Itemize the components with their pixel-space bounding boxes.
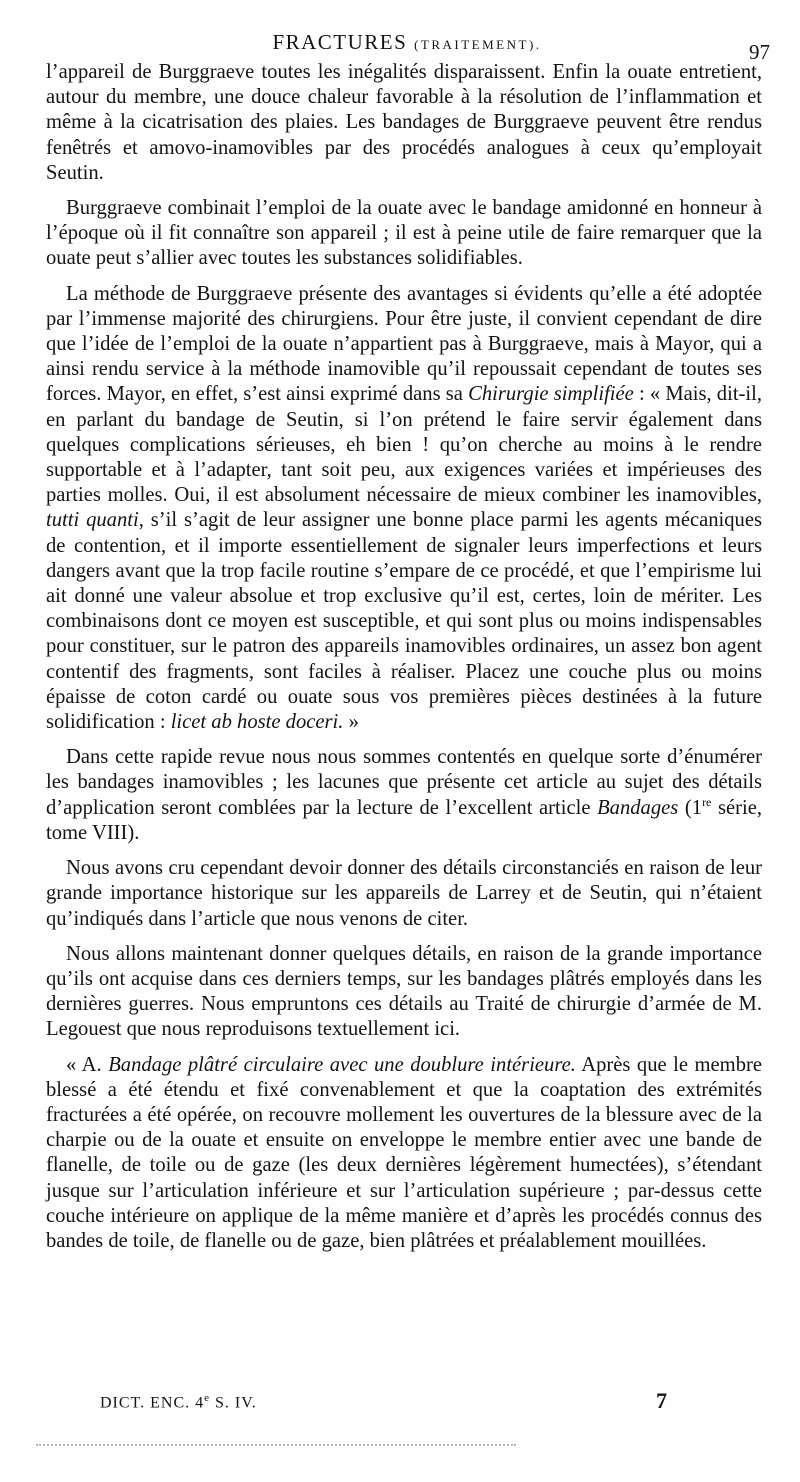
text-run: : « Mais, dit-il, en parlant du bandage de Seutin, si l’on prétend le faire servir également dans quelques complications sérieuses, eh bien ! qu’on cherche au moins à le rendre supportable et à l’adapter, tant soit peu, aux exigences variées et impérieuses des parties molles. Oui, il est absolument nécessaire de mieux combiner les inamovibles, xyxy=(46,383,762,507)
signature-suffix: S. IV. xyxy=(210,1394,257,1412)
running-title-main: FRACTURES xyxy=(272,30,408,54)
dotted-rule xyxy=(36,1444,516,1446)
italic-text: Bandages xyxy=(597,796,679,819)
text-run: , s’il s’agit de leur assigner une bonne place parmi les agents mécaniques de contention, et il importe essentiellement de signaler leurs imperfections et leurs dangers avant que la trop facile routine s’empare de ce procédé, et que l’empirisme lui ait donné une valeur absolue et trop exclusive qu’il est, certes, loin de mériter. Les combinaisons dont ce moyen est susceptible, et qui sont plus ou moins indispensables pour constituer, sur le patron des appareils inamovibles ordinaires, un assez bon agent contentif des fragments, sont faciles à réaliser. Placez une couche plus ou moins épaisse de coton cardé ou ouate sous vos premières pièces destinées à la future solidification : xyxy=(46,509,763,734)
text-run: Dans cette rapide revue nous nous sommes contentés en quelque sorte d’énumérer les bandages inamovibles ; les lacunes que présente cet article au sujet des détails d’application seront comblées par la lecture de l’excellent article xyxy=(46,746,762,819)
paragraph xyxy=(46,196,762,272)
text-run: Après que le membre blessé a été étendu et fixé convenablement et que la coaptation des extrémités fracturées a été opérée, on recouvre mollement les ouvertures de la blessure avec de la charpie ou de la ouate et ensuite on enveloppe le membre entier avec une bande de flanelle, de toile ou de gaze (les deux dernières légèrement humectées), s’étendant jusque sur l’articulation inférieure et sur l’articulation supérieure ; par-dessus cette couche intérieure on applique de la même manière et d’après les procédés connus des bandes de toile, de flanelle ou de gaze, bien plâtrées et préalablement mouillées. xyxy=(46,1053,762,1252)
text-run: La méthode de Burggraeve présente des avantages si évidents qu’elle a été adoptée par l’immense majorité des chirurgiens. Pour être juste, il convient cependant de dire que l’idée de l’emploi de la ouate n’appartient pas à Burggraeve, mais à Mayor, qui a ainsi rendu service à la méthode inamovible qu’il repoussait cependant de toutes ses forces. Mayor, en effet, s’est ainsi exprimé dans sa xyxy=(46,282,762,406)
text-run: (1 xyxy=(678,796,703,819)
superscript-text: re xyxy=(702,794,712,809)
running-title xyxy=(42,30,772,55)
text-run: série, tome VIII). xyxy=(46,796,763,844)
text-run: Burggraeve combinait l’emploi de la ouate avec le bandage amidonné en honneur à l’époque où il fit connaître son appareil ; il est à peine utile de faire remarquer que la ouate peut s’allier avec toutes les substances solidifiables. xyxy=(46,197,762,270)
signature-sup: e xyxy=(204,1392,211,1404)
paragraph xyxy=(46,942,762,1043)
sheet-number: 7 xyxy=(656,1388,667,1413)
italic-text: tutti quanti xyxy=(46,509,139,532)
text-run: » xyxy=(343,711,359,734)
page-number: 97 xyxy=(749,40,770,64)
printer-signature xyxy=(100,1392,257,1412)
running-title-sub: (TRAITEMENT). xyxy=(414,37,542,52)
paragraph xyxy=(46,282,762,736)
italic-text: licet ab hoste doceri. xyxy=(170,711,344,734)
text-run: « A. xyxy=(66,1053,109,1076)
paragraph xyxy=(46,856,762,932)
text-run: l’appareil de Burggraeve toutes les inégalités disparaissent. Enfin la ouate entretient, autour du membre, une douce chaleur favorable à la résolution de l’inflammation et même à la cicatrisation des plaies. Les bandages de Burggraeve peuvent être rendus fenêtrés et amovo-inamovibles par des procédés analogues à ceux qu’employait Seutin. xyxy=(46,61,762,184)
italic-text: Chirurgie simplifiée xyxy=(468,383,634,406)
running-head xyxy=(42,30,772,64)
paragraph xyxy=(46,1053,762,1255)
text-run: Nous allons maintenant donner quelques détails, en raison de la grande importance qu’ils ont acquise dans ces derniers temps, sur les bandages plâtrés employés dans les dernières guerres. Nous empruntons ces détails au Traité de chirurgie d’armée de M. Legouest que nous reproduisons textuellement ici. xyxy=(46,942,762,1041)
signature-prefix: DICT. ENC. 4 xyxy=(100,1394,205,1412)
paragraph xyxy=(46,60,762,186)
text-run: Nous avons cru cependant devoir donner des détails circonstanciés en raison de leur grande importance historique sur les appareils de Larrey et de Seutin, qui n’étaient qu’indiqués dans l’article que nous venons de citer. xyxy=(46,857,762,930)
paragraph xyxy=(46,745,762,846)
italic-text: Bandage plâtré circulaire avec une doublure intérieure. xyxy=(108,1053,576,1076)
body-text xyxy=(46,60,762,1264)
